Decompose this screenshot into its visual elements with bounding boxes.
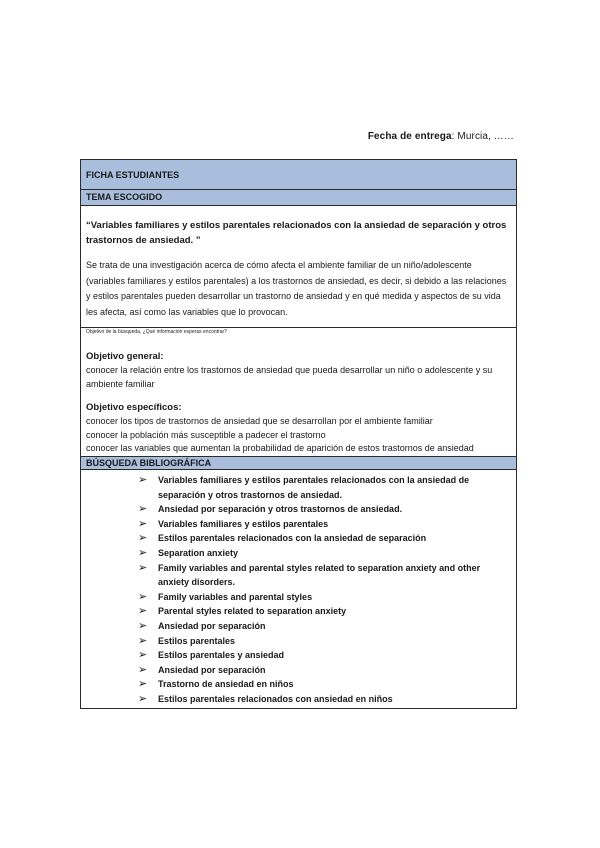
arrow-bullet-icon: ➢	[138, 692, 148, 705]
search-term-item	[138, 604, 511, 619]
specific-objective: conocer los tipos de trastornos de ansiedad que se desarrollan por el ambiente familiar	[86, 416, 433, 427]
search-term-item	[138, 677, 511, 692]
objective-question: Objetivo de la búsqueda, ¿Qué información esperas encontrar?	[86, 329, 227, 335]
arrow-bullet-icon: ➢	[138, 532, 148, 545]
search-term-item	[138, 517, 511, 532]
search-term-item	[138, 561, 511, 590]
search-term-item	[138, 546, 511, 561]
search-term-text: Trastorno de ansiedad en niños	[158, 679, 294, 690]
search-term-text: Estilos parentales relacionados con la ansiedad de separación	[158, 533, 427, 544]
specific-objective: conocer la población más susceptible a padecer el trastorno	[86, 429, 326, 440]
search-term-item	[138, 648, 511, 663]
arrow-bullet-icon: ➢	[138, 546, 148, 559]
search-term-text: Variables familiares y estilos parentales relacionados con la ansiedad de separación y otros trastornos de ansiedad.	[158, 474, 470, 500]
search-term-item	[138, 663, 511, 678]
arrow-bullet-icon: ➢	[138, 561, 148, 574]
search-term-text: Separation anxiety	[158, 547, 239, 558]
search-term-item	[138, 692, 511, 707]
search-term-text: Variables familiares y estilos parentales	[158, 518, 329, 529]
delivery-date-line	[368, 131, 514, 142]
search-term-item	[138, 634, 511, 649]
biblio-header: BÚSQUEDA BIBLIOGRÁFICA	[86, 457, 212, 468]
delivery-date-label: Fecha de entrega	[367, 131, 452, 142]
student-form-table	[80, 159, 517, 709]
objectives-cell	[81, 328, 517, 457]
search-term-text: Family variables and parental styles related to separation anxiety and other anxiety disorders.	[158, 562, 481, 588]
arrow-bullet-icon: ➢	[138, 663, 148, 676]
topic-description: Se trata de una investigación acerca de cómo afecta el ambiente familiar de un niño/adolescente (variables familiares y estilos parentales) a los trastornos de ansiedad, es decir, si debido a las relaciones y estilos parentales pueden desarrollar un trastorno de ansiedad y en qué medida y aspectos de su vida les afecta, así como las variables que lo provocan.	[86, 260, 507, 317]
search-term-text: Ansiedad por separación y otros trastornos de ansiedad.	[158, 504, 403, 515]
form-title: FICHA ESTUDIANTES	[86, 169, 180, 180]
arrow-bullet-icon: ➢	[138, 649, 148, 662]
search-terms-list	[86, 473, 511, 707]
arrow-bullet-icon: ➢	[138, 678, 148, 691]
arrow-bullet-icon: ➢	[138, 619, 148, 632]
arrow-bullet-icon: ➢	[138, 473, 148, 486]
search-term-text: Family variables and parental styles	[158, 591, 313, 602]
arrow-bullet-icon: ➢	[138, 590, 148, 603]
search-term-item	[138, 473, 511, 502]
arrow-bullet-icon: ➢	[138, 605, 148, 618]
search-term-item	[138, 531, 511, 546]
search-term-item	[138, 502, 511, 517]
biblio-header-cell	[81, 456, 517, 469]
topic-cell	[81, 206, 517, 328]
arrow-bullet-icon: ➢	[138, 503, 148, 516]
search-term-text: Ansiedad por separación	[158, 620, 266, 631]
general-objective-text: conocer la relación entre los trastornos de ansiedad que pueda desarrollar un niño o adolescente y su ambiente familiar	[86, 365, 493, 389]
search-term-text: Estilos parentales	[158, 635, 236, 646]
search-term-text: Estilos parentales y ansiedad	[158, 650, 285, 661]
search-term-text: Estilos parentales relacionados con ansiedad en niños	[158, 693, 393, 704]
arrow-bullet-icon: ➢	[138, 634, 148, 647]
search-term-text: Parental styles related to separation anxiety	[158, 606, 347, 617]
biblio-cell	[81, 469, 517, 709]
topic-header-cell	[81, 190, 517, 206]
general-objective-title: Objetivo general:	[86, 351, 164, 362]
delivery-date-value: : Murcia, ……	[451, 131, 514, 142]
specific-objectives-title: Objetivo específicos:	[86, 402, 182, 414]
search-term-item	[138, 619, 511, 634]
topic-quote: “Variables familiares y estilos parentales relacionados con la ansiedad de separación y otros trastornos de ansiedad. ”	[86, 220, 507, 246]
arrow-bullet-icon: ➢	[138, 517, 148, 530]
search-term-item	[138, 590, 511, 605]
topic-header: TEMA ESCOGIDO	[86, 192, 163, 202]
form-title-cell	[81, 160, 517, 190]
search-term-text: Ansiedad por separación	[158, 664, 266, 675]
specific-objective: conocer las variables que aumentan la probabilidad de aparición de estos trastornos de ansiedad	[86, 443, 474, 454]
